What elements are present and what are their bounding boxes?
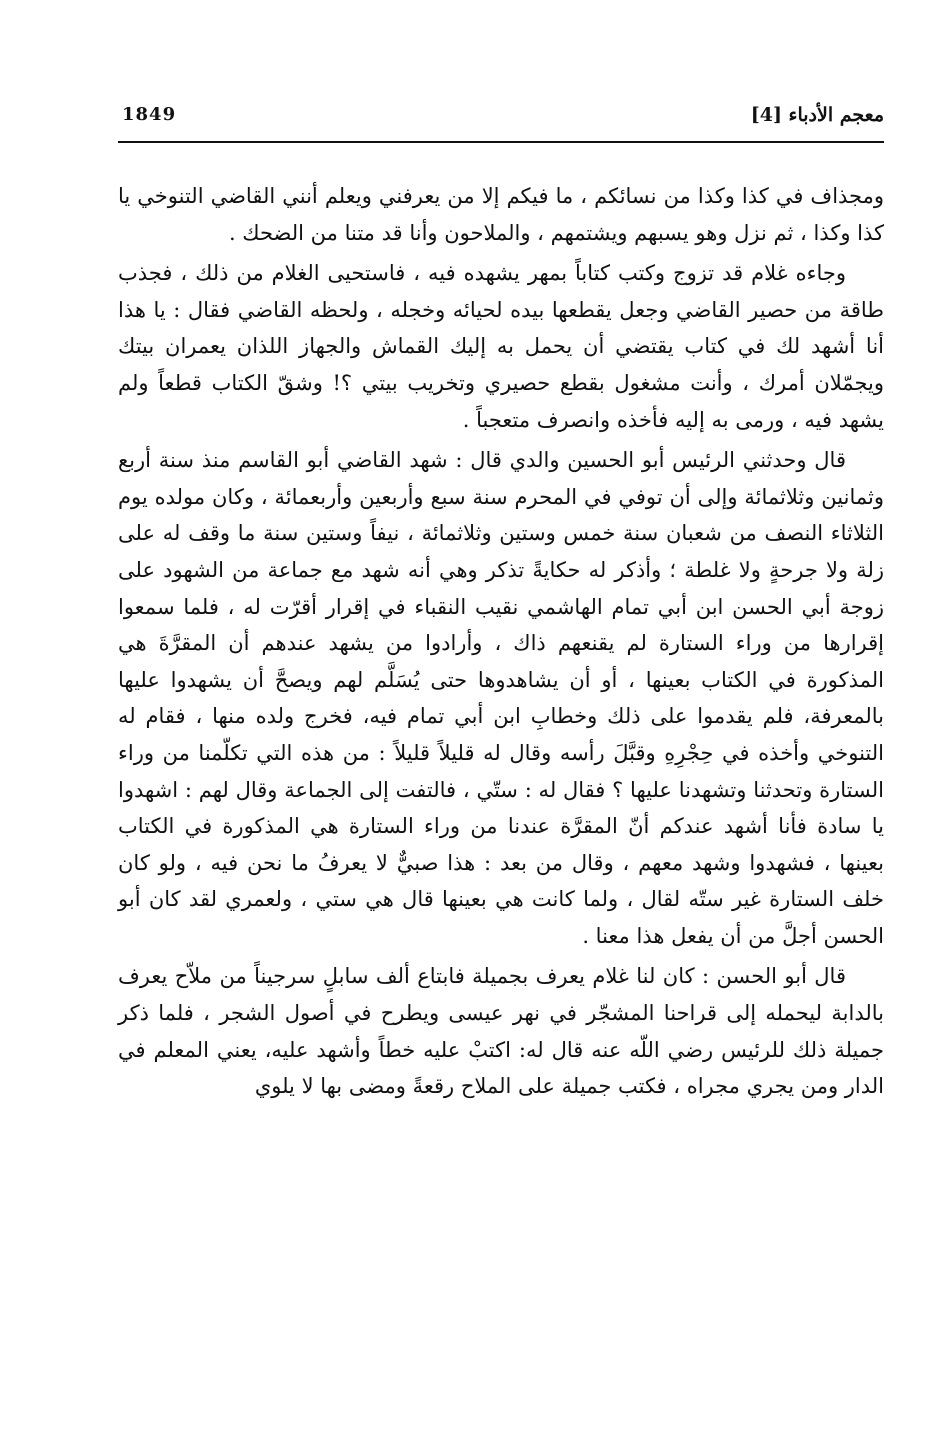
paragraph-1: ومجذاف في كذا وكذا من نسائكم ، ما فيكم إلا من يعرفني ويعلم أنني القاضي التنوخي يا كذا وكذا ، ثم نزل وهو يسبهم ويشتمهم ، والملاحون وأنا قد متنا من الضحك . xyxy=(118,184,884,245)
page-number: 1849 xyxy=(122,104,177,125)
running-title: معجم الأدباء [4] xyxy=(750,104,884,126)
paragraph-3: قال وحدثني الرئيس أبو الحسين والدي قال : شهد القاضي أبو القاسم منذ سنة أربع وثمانين وثلاثمائة وإلى أن توفي في المحرم سنة سبع وأربعين وأربعمائة ، وكان مولده يوم الثلاثاء النصف من شعبان سنة خمس وستين وثلاثمائة ، نيفاً وستين سنة ما وقف له على زلة ولا جرحةٍ ولا غلطة ؛ وأذكر له حكايةً تذكر وهي أنه شهد مع جماعة من الشهود على زوجة أبي الحسن ابن أبي تمام الهاشمي نقيب النقباء في إقرار أقرّت له ، فلما سمعوا إقرارها من وراء الستارة لم يقنعهم ذاك ، وأرادوا من يشهد عندهم أن المقرَّةَ هي المذكورة في الكتاب بعينها ، أو أن يشاهدوها حتى يُسَلَّم لهم ويصحَّ أن يشهدوا عليها بالمعرفة، فلم يقدموا على ذلك وخطابِ ابن أبي تمام فيه، فخرج ولده منها ، فقام له التنوخي وأخذه في حِجْرِهِ وقبَّلَ رأسه وقال له قليلاً قليلاً : من هذه التي تكلّمنا من وراء الستارة وتحدثنا وتشهدنا عليها ؟ فقال له : ستّي ، فالتفت إلى الجماعة وقال لهم : اشهدوا يا سادة فأنا أشهد عندكم أنّ المقرَّة عندنا من وراء الستارة هي المذكورة في الكتاب بعينها ، فشهدوا وشهد معهم ، وقال من بعد : هذا صبيٌّ لا يعرفُ ما نحن فيه ، ولو كان خلف الستارة غير ستّه لقال ، ولما كانت هي بعينها قال هي ستي ، ولعمري لقد كان أبو الحسن أجلَّ من أن يفعل هذا معنا . xyxy=(118,448,884,948)
paragraph-2: وجاءه غلام قد تزوج وكتب كتاباً بمهر يشهده فيه ، فاستحيى الغلام من ذلك ، فجذب طاقة من حصير القاضي وجعل يقطعها بيده لحيائه وخجله ، ولحظه القاضي فقال : يا هذا أنا أشهد لك في كتاب يقتضي أن يحمل به إليك القماش والجهاز اللذان يعمران بيتك ويجمّلان أمرك ، وأنت مشغول بقطع حصيري وتخريب بيتي ؟! وشقّ الكتاب قطعاً ولم يشهد فيه ، ورمى به إليه فأخذه وانصرف متعجباً . xyxy=(118,261,884,432)
running-head xyxy=(118,104,884,136)
paragraph-4: قال أبو الحسن : كان لنا غلام يعرف بجميلة فابتاع ألف سابلٍ سرجيناً من ملاّح يعرف بالدابة ليحمله إلى قراحنا المشجّر في نهر عيسى ويطرح في أصول الشجر ، فلما ذكر جميلة ذلك للرئيس رضي اللّه عنه قال له: اكتبْ عليه خطاً وأشهد عليه، يعني المعلم في الدار ومن يجري مجراه ، فكتب جميلة على الملاح رقعةً ومضى بها لا يلوي xyxy=(118,964,884,1099)
header-rule xyxy=(118,141,884,143)
body-text xyxy=(118,178,884,1105)
